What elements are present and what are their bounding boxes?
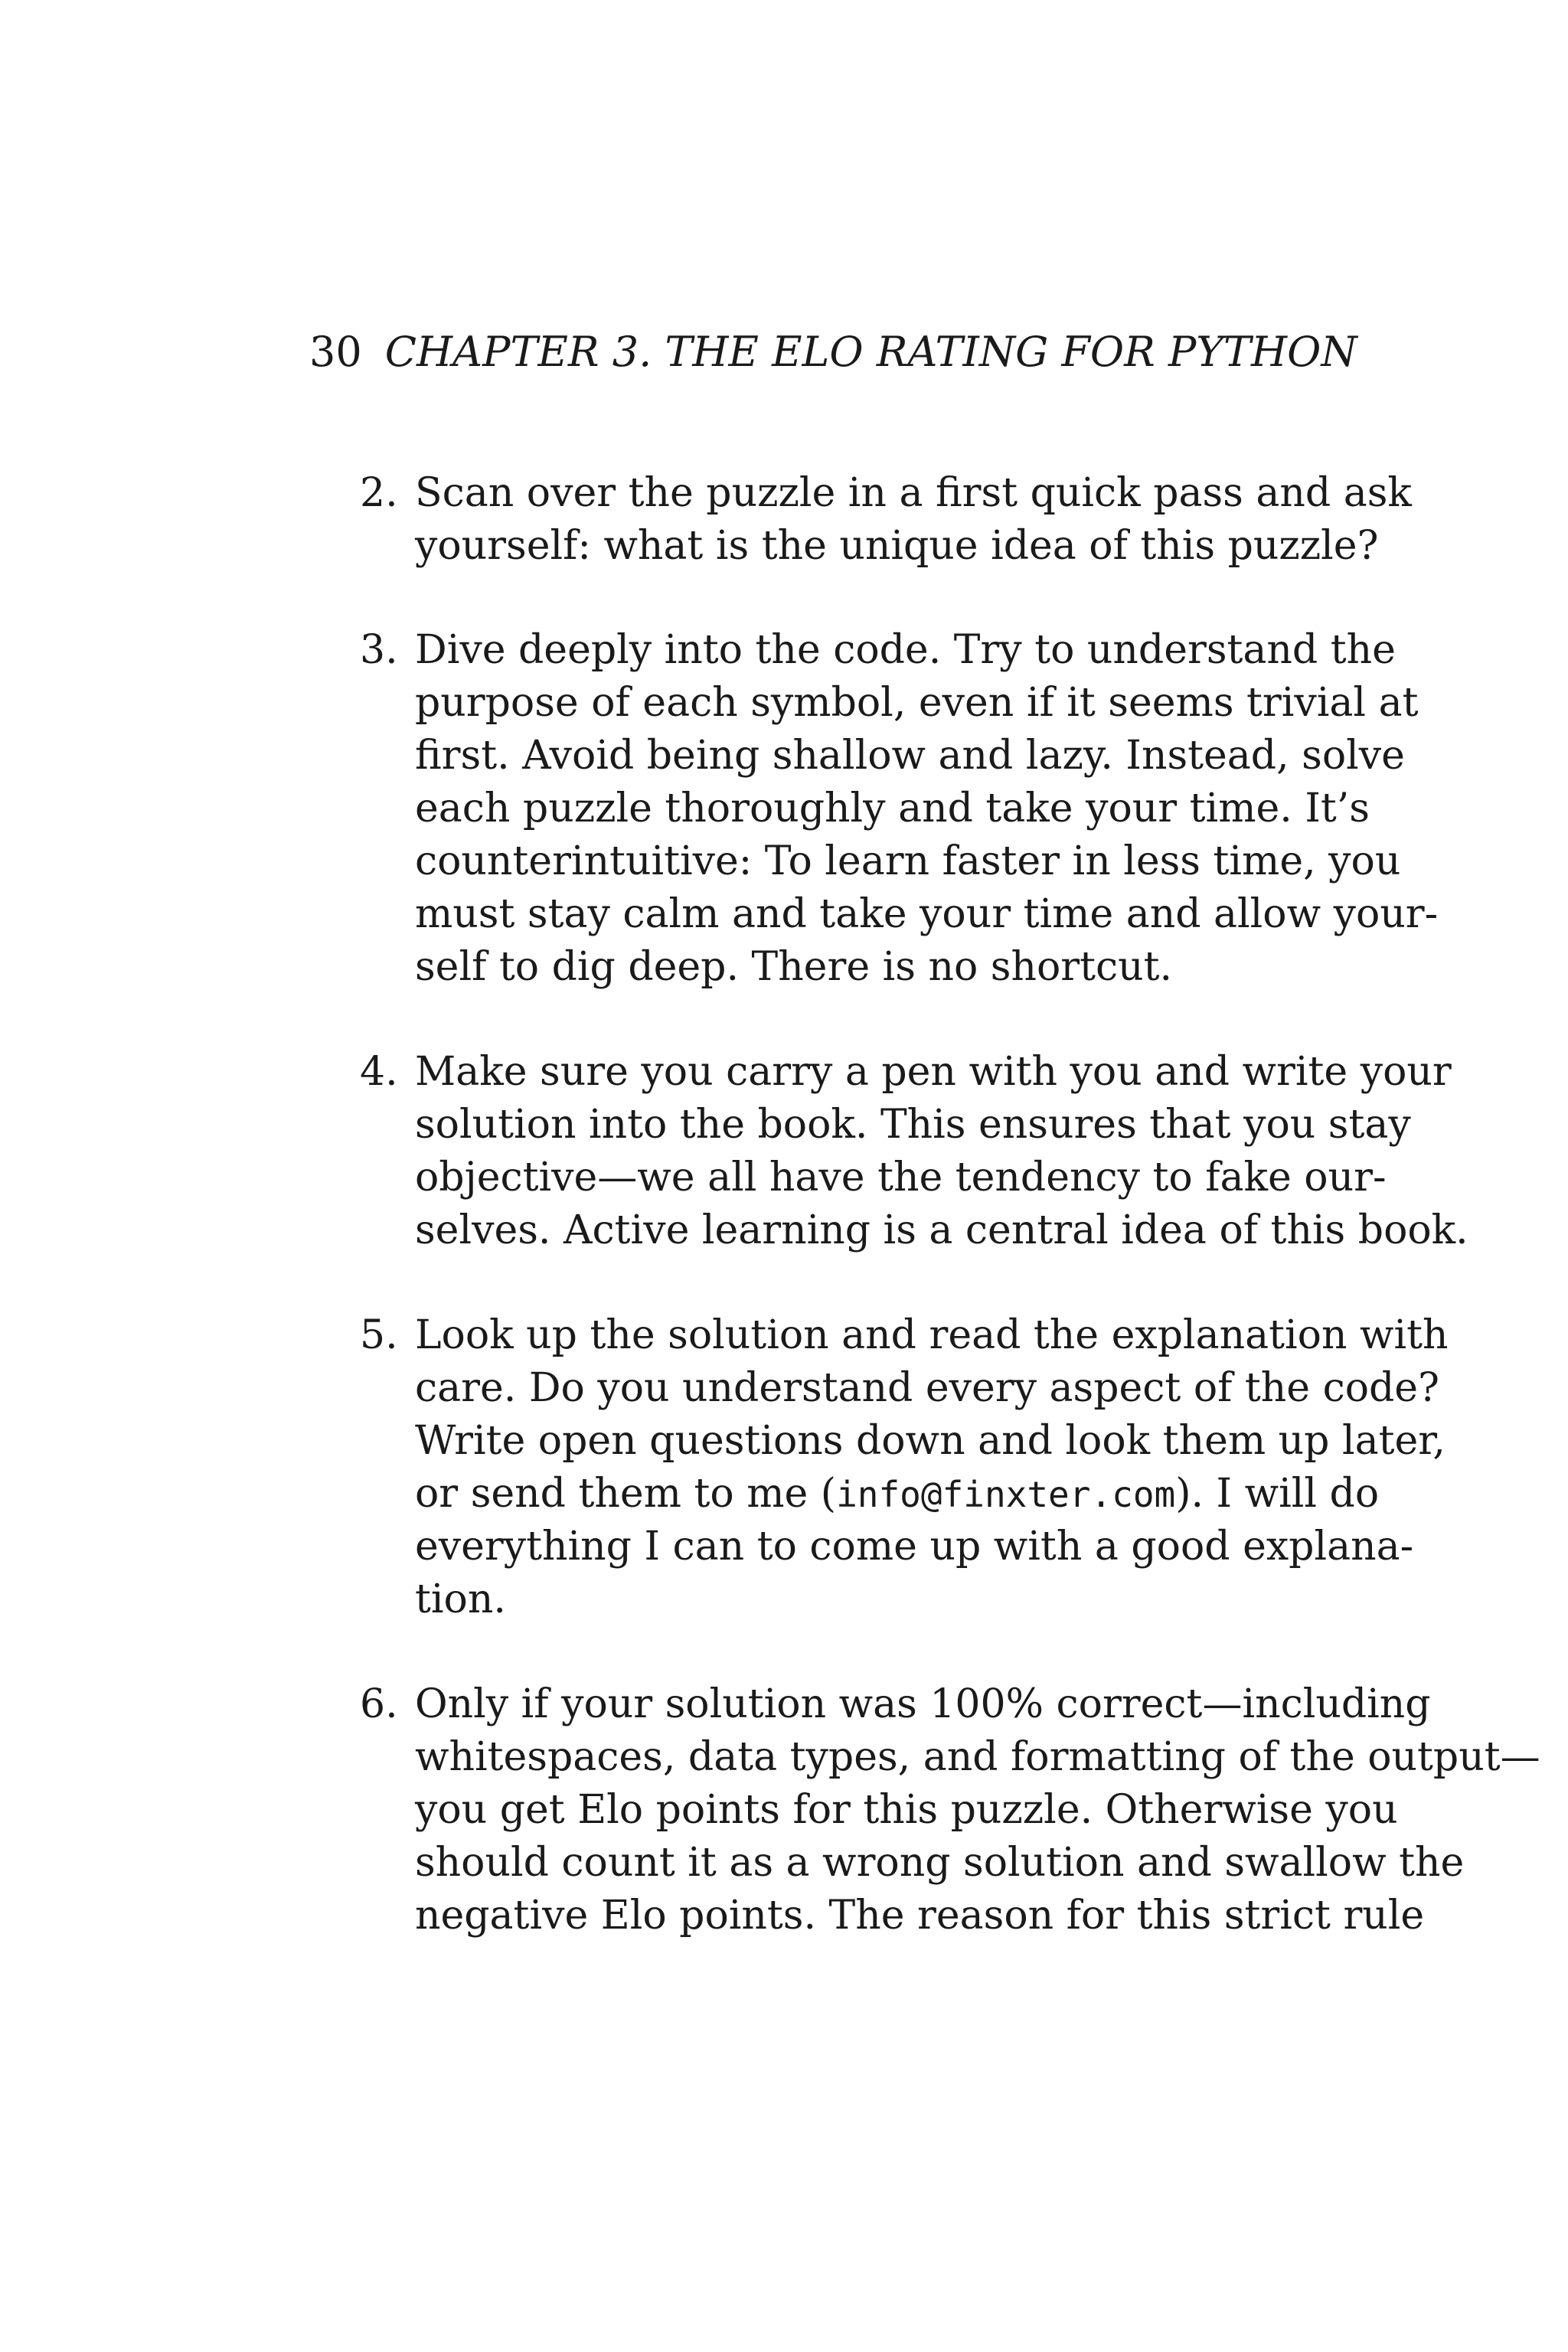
item-line: selves. Active learning is a central idea of this book. [415,1207,1468,1253]
item-line: should count it as a wrong solution and swallow the [415,1840,1465,1886]
item-line: everything I can to come up with a good explana- [415,1524,1414,1570]
item-number: 2. [360,470,398,516]
item-line: solution into the book. This ensures that you stay [415,1102,1411,1148]
item-number: 5. [360,1312,398,1358]
item-line: purpose of each symbol, even if it seems trivial at [415,680,1419,726]
item-line: Make sure you carry a pen with you and write your [415,1049,1452,1095]
item-line: Scan over the puzzle in a first quick pass and ask [415,470,1412,516]
item-line: counterintuitive: To learn faster in less time, you [415,838,1401,884]
item-line: Only if your solution was 100% correct—including [415,1681,1431,1727]
item-line: self to dig deep. There is no shortcut. [415,944,1173,990]
item-line [415,1468,1380,1522]
item-line: Look up the solution and read the explanation with [415,1312,1449,1358]
chapter-title: CHAPTER 3. THE ELO RATING FOR PYTHON [384,328,1357,376]
item-number: 6. [360,1681,398,1727]
item-line: care. Do you understand every aspect of the code? [415,1365,1439,1411]
running-head [309,325,1396,379]
item-line: objective—we all have the tendency to fake our- [415,1155,1387,1200]
item-number: 3. [360,627,398,673]
page-number: 30 [309,328,362,376]
email-address: info@finxter.com [836,1474,1176,1515]
line-text-after-email: ). I will do [1175,1471,1380,1517]
item-line: must stay calm and take your time and allow your- [415,891,1439,937]
item-line: first. Avoid being shallow and lazy. Instead, solve [415,733,1405,779]
line-text-before-email: or send them to me ( [415,1471,837,1517]
item-number: 4. [360,1049,398,1095]
item-line: Write open questions down and look them up later, [415,1418,1446,1464]
item-line: Dive deeply into the code. Try to understand the [415,627,1396,673]
item-line: each puzzle thoroughly and take your time. It’s [415,786,1370,831]
item-line: whitespaces, data types, and formatting of the output— [415,1734,1540,1780]
item-line: tion. [415,1576,506,1622]
item-line: yourself: what is the unique idea of this puzzle? [415,523,1379,569]
item-line: negative Elo points. The reason for this strict rule [415,1893,1425,1939]
item-line: you get Elo points for this puzzle. Otherwise you [415,1787,1398,1833]
